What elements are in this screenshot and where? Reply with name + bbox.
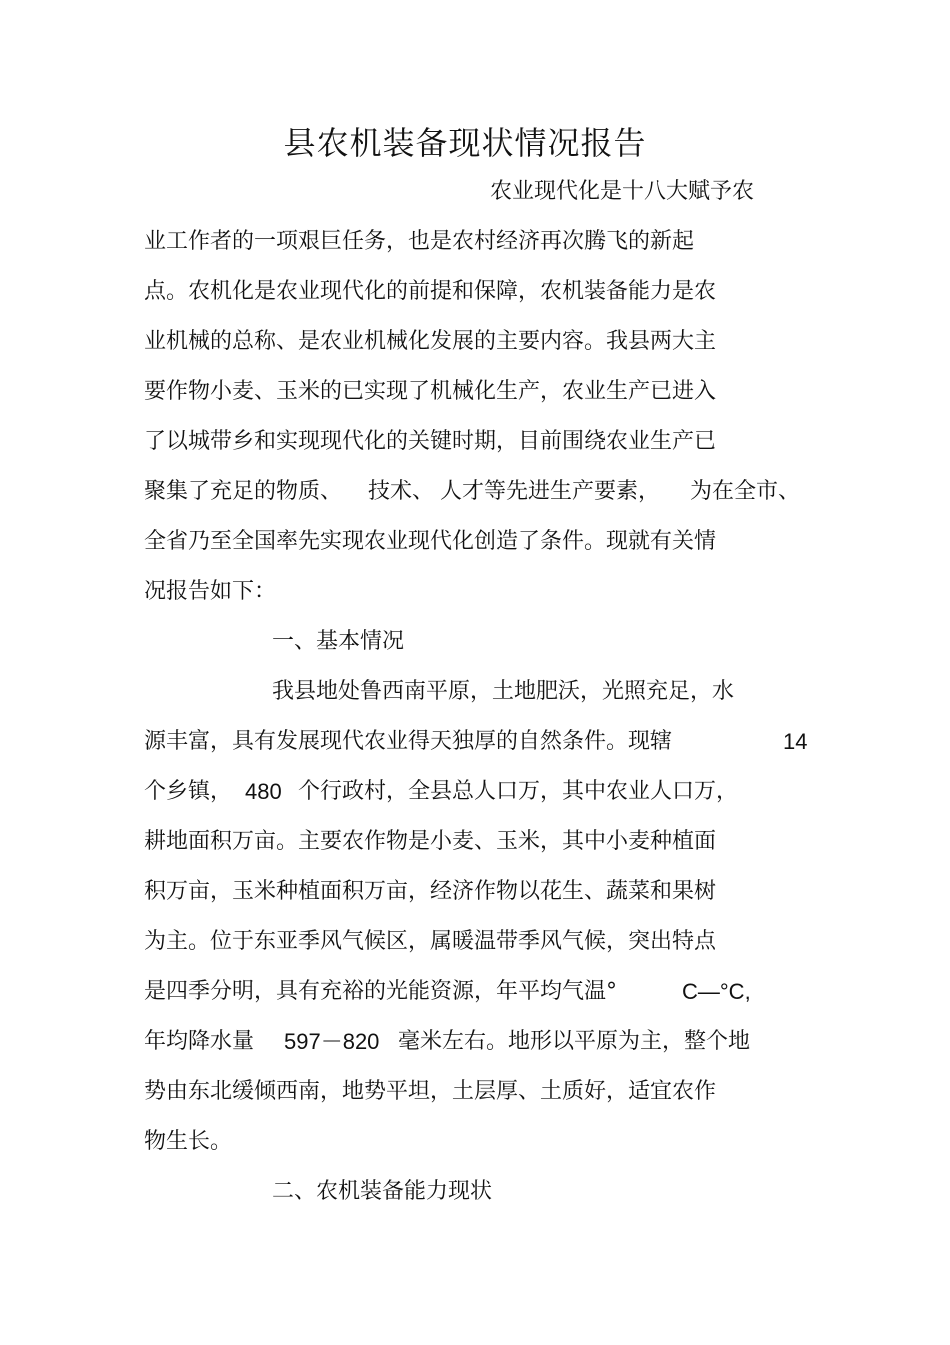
text-fragment: 个乡镇， — [144, 779, 233, 804]
text-line: 耕地面积万亩。主要农作物是小麦、玉米，其中小麦种植面 — [144, 829, 717, 854]
text-fragment: 毫米左右。地形以平原为主，整个地 — [398, 1029, 751, 1054]
text-fragment: 个行政村，全县总人口万，其中农业人口万， — [298, 779, 739, 804]
text-line: 全省乃至全国率先实现农业现代化创造了条件。现就有关情 — [144, 529, 717, 554]
text-line: 业机械的总称、是农业机械化发展的主要内容。我县两大主 — [144, 329, 717, 354]
text-line: 为主。位于东亚季风气候区，属暖温带季风气候，突出特点 — [144, 929, 717, 954]
text-line: 点。农机化是农业现代化的前提和保障，农机装备能力是农 — [144, 279, 717, 304]
text-fragment: 年均降水量 — [144, 1029, 255, 1054]
text-line: 要作物小麦、玉米的已实现了机械化生产，农业生产已进入 — [144, 379, 717, 404]
text-fragment: 480 — [245, 779, 282, 804]
document-title: 县农机装备现状情况报告 — [283, 124, 647, 162]
text-line: 物生长。 — [144, 1129, 233, 1154]
text-fragment: 为在全市、 — [690, 479, 801, 504]
text-line: 势由东北缓倾西南，地势平坦，土层厚、土质好，适宜农作 — [144, 1079, 717, 1104]
text-fragment: 人才等先进生产要素， — [440, 479, 661, 504]
text-line: 了以城带乡和实现现代化的关键时期，目前围绕农业生产已 — [144, 429, 717, 454]
text-line: 况报告如下： — [144, 579, 277, 604]
text-line: 积万亩，玉米种植面积万亩，经济作物以花生、蔬菜和果树 — [144, 879, 717, 904]
text-line: 农业现代化是十八大赋予农 — [490, 179, 755, 204]
text-fragment: 技术、 — [368, 479, 435, 504]
text-fragment: C—°C, — [682, 979, 751, 1004]
section-heading: 一、基本情况 — [272, 629, 405, 654]
text-fragment: 聚集了充足的物质、 — [144, 479, 343, 504]
text-line: 我县地处鲁西南平原，土地肥沃，光照充足，水 — [272, 679, 735, 704]
text-line: 业工作者的一项艰巨任务，也是农村经济再次腾飞的新起 — [144, 229, 695, 254]
section-heading: 二、农机装备能力现状 — [272, 1179, 493, 1204]
text-fragment: 源丰富，具有发展现代农业得天独厚的自然条件。现辖 — [144, 729, 673, 754]
text-fragment: 是四季分明，具有充裕的光能资源，年平均气温° — [144, 979, 618, 1004]
text-fragment: 14 — [783, 729, 808, 754]
text-fragment: 597－820 — [284, 1029, 380, 1054]
